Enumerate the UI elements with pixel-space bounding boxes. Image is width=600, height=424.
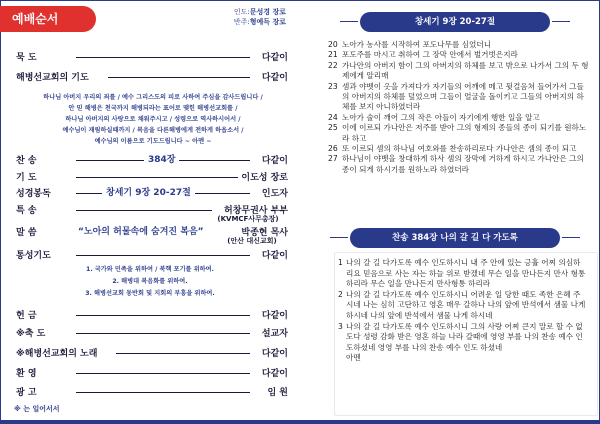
hymn-amen: 아멘: [346, 353, 361, 363]
leader-line-0: 인도:문성경 장로: [233, 8, 286, 16]
hymn-lyrics: [338, 258, 586, 364]
verse-26: 26 또 이르되 셈의 하나님 여호와를 찬송하리로다 가나안은 셈의 종이 되고: [328, 144, 577, 154]
leaders-box: [234, 7, 286, 27]
hymn-stanza-2: 2 나의 갈 길 다가도록 예수 인도하시니 어려운 일 당한 때도 족한 은혜 주시네 나는 심히 고단하고 영혼 매우 갈하나 나의 앞에 반석에서 샘물 나게 하시네 나의 앞에 반석에서 샘물 나게 하시네: [338, 289, 586, 320]
verse-25: 25 이에 이르되 가나안은 저주를 받아 그의 형제의 종들의 종이 되기를 원하노라 하고: [328, 123, 587, 143]
order-row-mission-song: ※해병선교회의 노래 다같이: [16, 349, 288, 359]
hymn-stanza-3: 3 나의 갈 길 다가도록 예수 인도하시니 그의 사랑 어찌 큰지 말로 할 수 없도다 성령 감화 받은 영혼 하늘 나라 갈때에 영영 부를 나의 찬송 예수 인도하셨네 영영 부를 나의 찬송 예수 인도 하셨네: [338, 321, 583, 352]
order-row-special-song: 특 송 허창무권사 부부: [16, 206, 288, 216]
order-row-scripture: 성경봉독 창세기 9장 20-27절 인도자: [16, 186, 288, 200]
scripture-heading: 창세기 9장 20-27절: [360, 12, 550, 32]
prayer-items: [40, 264, 260, 300]
standing-note: ※ 는 일어서서: [14, 405, 60, 413]
readings-page: [310, 0, 600, 424]
scripture-verses: [328, 40, 590, 175]
verse-22: 22 가나안의 아버지 함이 그의 아버지의 하체를 보고 밖으로 나가서 그의 두 형제에게 알리매: [328, 60, 589, 81]
verse-21: 21 포도주를 마시고 취하여 그 장막 안에서 벌거벗은지라: [328, 50, 518, 60]
page-title: 예배순서: [0, 6, 96, 32]
hymn-heading: 찬송 384장 나의 갈 길 다 가도록: [350, 228, 560, 248]
verse-20: 20 노아가 농사를 시작하여 포도나무를 심었더니: [328, 40, 492, 49]
order-row-hymn: 찬 송 384장 다같이: [16, 153, 288, 167]
order-row-mission-prayer: 해병선교회의 기도 다같이: [16, 73, 288, 83]
mission-prayer-text: 하나님 아버지 우리의 죄를 / 예수 그리스도의 피로 사하여 주심을 감사드립니다 / 안 믿 해병은 천국까지 해병되라는 표어로 맺힌 해병선교회를 / 하나님 아버지의 사랑으로 채워주시고 / 성령으로 역사하시어서 / 예수님이 재림하실때까지 / 복음을 다른해병에게 전하게 하옵소서 / 예수님의 이름으로 기도드립니다 ~ 아멘 ~: [43, 94, 263, 145]
order-row-silent-prayer: 묵 도 다같이: [16, 53, 288, 63]
prayer-item: 1. 국가와 민족을 위하여 / 북핵 포기를 위하여.: [86, 266, 214, 273]
order-row-unison-prayer: 통성기도 다같이: [16, 251, 288, 261]
verse-24: 24 노아가 술이 깨어 그의 작은 아들이 자기에게 행한 일을 알고: [328, 112, 540, 122]
sermon-subtitle: (안산 대신교회): [227, 237, 277, 245]
prayer-item: 3. 해병선교회 동반회 및 지회의 부흥을 위하여.: [85, 290, 215, 297]
order-row-sermon: 말 씀 “노아의 허물속에 숨겨진 복음” 박종현 목사: [16, 225, 288, 239]
hymn-stanza-1: 1 나의 갈 길 다가도록 예수 인도하시니 내 주 안에 있는 긍휼 어찌 의심하리요 믿음으로 사는 자는 하늘 위로 받겠네 무슨 일을 만나든지 만사 형통하리라 무슨 일을 만나든지 만사형통 하리라: [338, 258, 586, 289]
verse-27: 27 하나님이 야벳을 창대하게 하사 셈의 장막에 거하게 하시고 가나안은 그의 종이 되게 하시기를 원하노라 하였더라: [328, 154, 584, 174]
verse-23: 23 셈과 야벳이 옷을 가져다가 자기들의 어깨에 메고 뒷걸음쳐 들어가서 그들의 아버지의 하체를 덮었으며 그들이 얼굴을 돌이키고 그들의 아버지의 하체를 보지 아니하였더라: [328, 81, 584, 112]
leader-line-1: 반주:형예득 장로: [233, 18, 286, 26]
order-row-welcome: 환 영 다같이: [16, 369, 288, 379]
special-song-subtitle: (KVMCF사무총장): [217, 215, 279, 223]
prayer-item: 2. 해병대 복음화를 위하여.: [112, 278, 188, 285]
order-row-offering: 헌 금 다같이: [16, 311, 288, 321]
order-row-benediction: ※축 도 설교자: [16, 329, 288, 339]
order-row-announcements: 광 고 임 원: [16, 388, 288, 398]
order-row-prayer: 기 도 이도성 장로: [16, 173, 288, 183]
